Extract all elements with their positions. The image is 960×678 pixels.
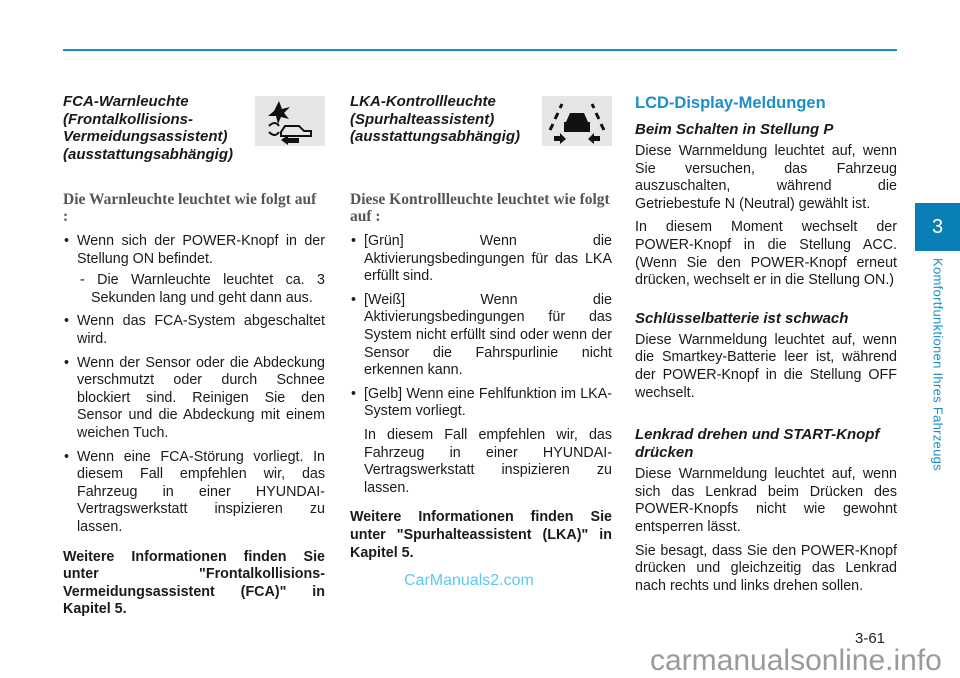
lka-indicator-icon (542, 96, 612, 146)
list-item: • Wenn eine FCA-Störung vorliegt. In diesem Fall empfehlen wir, das Fahrzeug in einer HYUNDAI-Vertragswerkstatt inspizieren zu lassen. (63, 449, 325, 537)
lka-more-info: Weitere Informationen finden Sie unter "Spurhalteassistent (LKA)" in Kapitel 5. (350, 509, 612, 561)
paragraph: Diese Warnmeldung leuchtet auf, wenn die Smartkey-Batterie leer ist, während der POWER-Knopf in die Stellung OFF wechselt. (635, 331, 897, 401)
chapter-title: Komfortfunktionen Ihres Fahrzeugs (930, 258, 946, 471)
list-item: • [Grün] Wenn die Aktivierungsbedingungen für das LKA erfüllt sind. (350, 233, 612, 286)
lcd-heading: LCD-Display-Meldungen (635, 94, 826, 112)
paragraph: Diese Warnmeldung leuchtet auf, wenn Sie versuchen, das Fahrzeug auszuschalten, während die Getriebestufe N (Neutral) gewählt ist. (635, 143, 897, 212)
fca-subheading: Die Warnleuchte leuchtet wie folgt auf : (63, 191, 317, 225)
list-item: • Wenn sich der POWER-Knopf in der Stellung ON befindet. - Die Warnleuchte leuchtet ca. 3 Sekunden lang und geht dann aus. (63, 233, 325, 307)
chapter-tab: 3 (915, 203, 960, 251)
section-title: Schlüsselbatterie ist schwach (635, 309, 849, 327)
sub-list-item: - Die Warnleuchte leuchtet ca. 3 Sekunden lang und geht dann aus. (80, 272, 325, 306)
column-lka (350, 93, 612, 568)
paragraph: Diese Warnmeldung leuchtet auf, wenn sich das Lenkrad beim Drücken des POWER-Knopfs nicht wie gewohnt entsperren lässt. (635, 466, 897, 535)
section-title: Lenkrad drehen und START-Knopf drücken (635, 426, 880, 462)
page-number: 3-61 (855, 630, 886, 647)
list-item-extra: In diesem Fall empfehlen wir, das Fahrzeug in einer HYUNDAI-Vertragswerkstatt inspizieren zu lassen. (364, 426, 612, 496)
fca-warning-icon (255, 96, 325, 146)
list-item: • Wenn der Sensor oder die Abdeckung verschmutzt oder durch Schnee blockiert sind. Reinigen Sie den Sensor und die Abdeckung mit einem weichen Tuch. (63, 355, 325, 443)
column-fca (63, 93, 325, 625)
watermark: CarManuals2.com (404, 572, 534, 589)
section-title: Beim Schalten in Stellung P (635, 121, 834, 138)
fca-heading: FCA-Warnleuchte (Frontalkollisions-Vermeidungsassistent) (ausstattungsabhängig) (63, 93, 234, 163)
column-lcd (635, 93, 897, 601)
list-item: • [Gelb] Wenn eine Fehlfunktion im LKA-System vorliegt. In diesem Fall empfehlen wir, das Fahrzeug in einer HYUNDAI-Vertragswerkstatt inspizieren zu lassen. (350, 386, 612, 498)
header-rule (63, 49, 897, 51)
lka-subheading: Diese Kontrollleuchte leuchtet wie folgt auf : (350, 191, 610, 225)
list-item: • Wenn das FCA-System abgeschaltet wird. (63, 313, 325, 348)
fca-more-info: Weitere Informationen finden Sie unter "Frontalkollisions-Vermeidungsassistent (FCA)" in Kapitel 5. (63, 548, 325, 618)
paragraph: Sie besagt, dass Sie den POWER-Knopf drücken und gleichzeitig das Lenkrad nach rechts und links drehen sollen. (635, 542, 897, 594)
paragraph: In diesem Moment wechselt der POWER-Knopf in die Stellung ACC. (Wenn Sie den POWER-Knopf erneut drücken, wechselt er in die Stellung ON.) (635, 219, 897, 289)
watermark: carmanualsonline.info (650, 644, 942, 677)
lka-heading: LKA-Kontrollleuchte (Spurhalteassistent) (ausstattungsabhängig) (350, 93, 521, 145)
list-item: • [Weiß] Wenn die Aktivierungsbedingungen für das System nicht erfüllt sind oder wenn der Sensor die Fahrspurlinie nicht erkennen kann. (350, 292, 612, 380)
